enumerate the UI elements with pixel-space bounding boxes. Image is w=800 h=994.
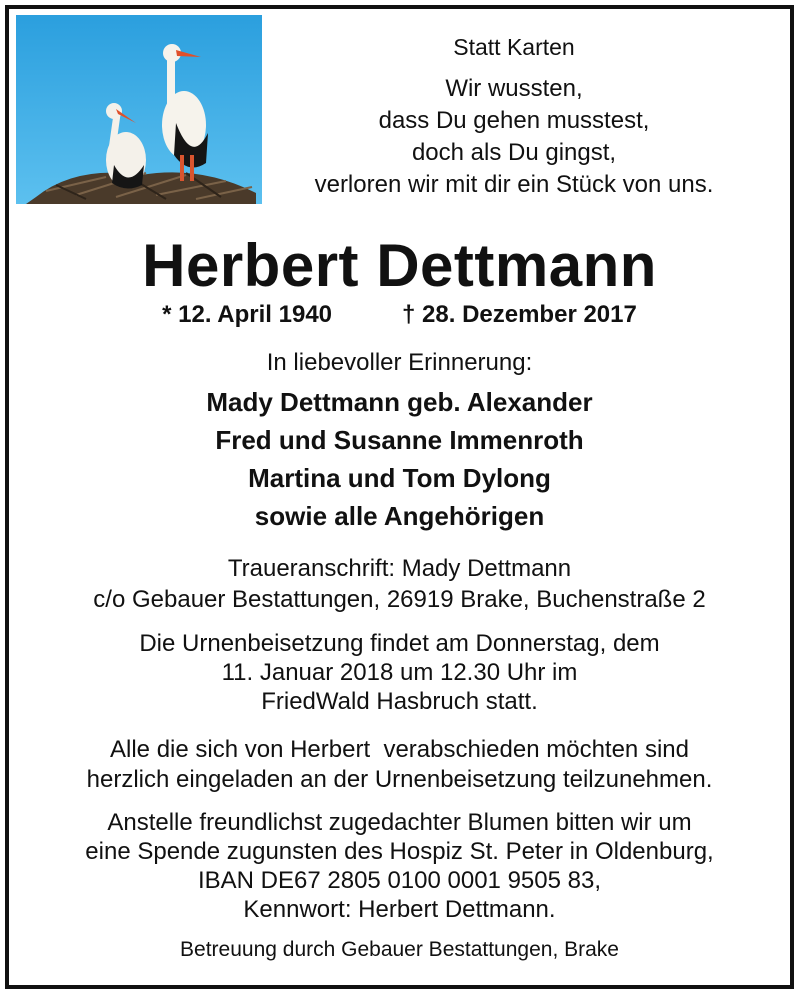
deceased-name: Herbert Dettmann (142, 232, 657, 299)
donation-line: Anstelle freundlichst zugedachter Blumen bitten wir um (107, 809, 692, 836)
address-line: Traueranschrift: Mady Dettmann (227, 555, 572, 582)
obituary-notice (5, 5, 794, 989)
mourners-list (9, 383, 790, 535)
death-date: † 28. Dezember 2017 (402, 301, 637, 328)
donation-line: eine Spende zugunsten des Hospiz St. Peter in Oldenburg, (85, 838, 714, 865)
remembrance-intro (9, 347, 790, 378)
header-text (264, 33, 764, 201)
invitation-line: Alle die sich von Herbert verabschieden möchten sind (110, 736, 689, 763)
verse-line: Wir wussten, (445, 75, 583, 102)
burial-line: 11. Januar 2018 um 12.30 Uhr im (221, 659, 578, 686)
donation-iban: IBAN DE67 2805 0100 0001 9505 83, (198, 867, 601, 894)
donation-keyword: Kennwort: Herbert Dettmann. (243, 896, 556, 923)
verse-line: verloren wir mit dir ein Stück von uns. (314, 171, 714, 198)
invitation-line: herzlich eingeladen an der Urnenbeisetzung teilzunehmen. (86, 766, 713, 793)
verse-line: doch als Du gingst, (411, 139, 617, 166)
life-dates (9, 299, 790, 331)
address-line: c/o Gebauer Bestattungen, 26919 Brake, Buchenstraße 2 (93, 586, 706, 613)
mourning-address (9, 553, 790, 615)
mourner-name: Martina und Tom Dylong (248, 463, 551, 493)
verse-line: dass Du gehen musstest, (378, 107, 650, 134)
invitation-text (9, 735, 790, 795)
memorial-verse (264, 73, 764, 201)
footer-text: Betreuung durch Gebauer Bestattungen, Brake (180, 938, 619, 961)
birth-date: * 12. April 1940 (162, 301, 333, 328)
mourner-name: sowie alle Angehörigen (254, 501, 545, 531)
burial-info (9, 629, 790, 716)
mourner-name: Fred und Susanne Immenroth (215, 425, 584, 455)
mourner-name: Mady Dettmann geb. Alexander (206, 387, 593, 417)
donation-info (9, 808, 790, 924)
burial-line: FriedWald Hasbruch statt. (261, 688, 538, 715)
burial-line: Die Urnenbeisetzung findet am Donnerstag, dem (139, 630, 660, 657)
statt-karten-label: Statt Karten (453, 34, 575, 60)
remembrance-intro-text: In liebevoller Erinnerung: (266, 349, 533, 376)
storks-on-nest-image (16, 15, 262, 204)
funeral-home-footer (9, 936, 790, 964)
